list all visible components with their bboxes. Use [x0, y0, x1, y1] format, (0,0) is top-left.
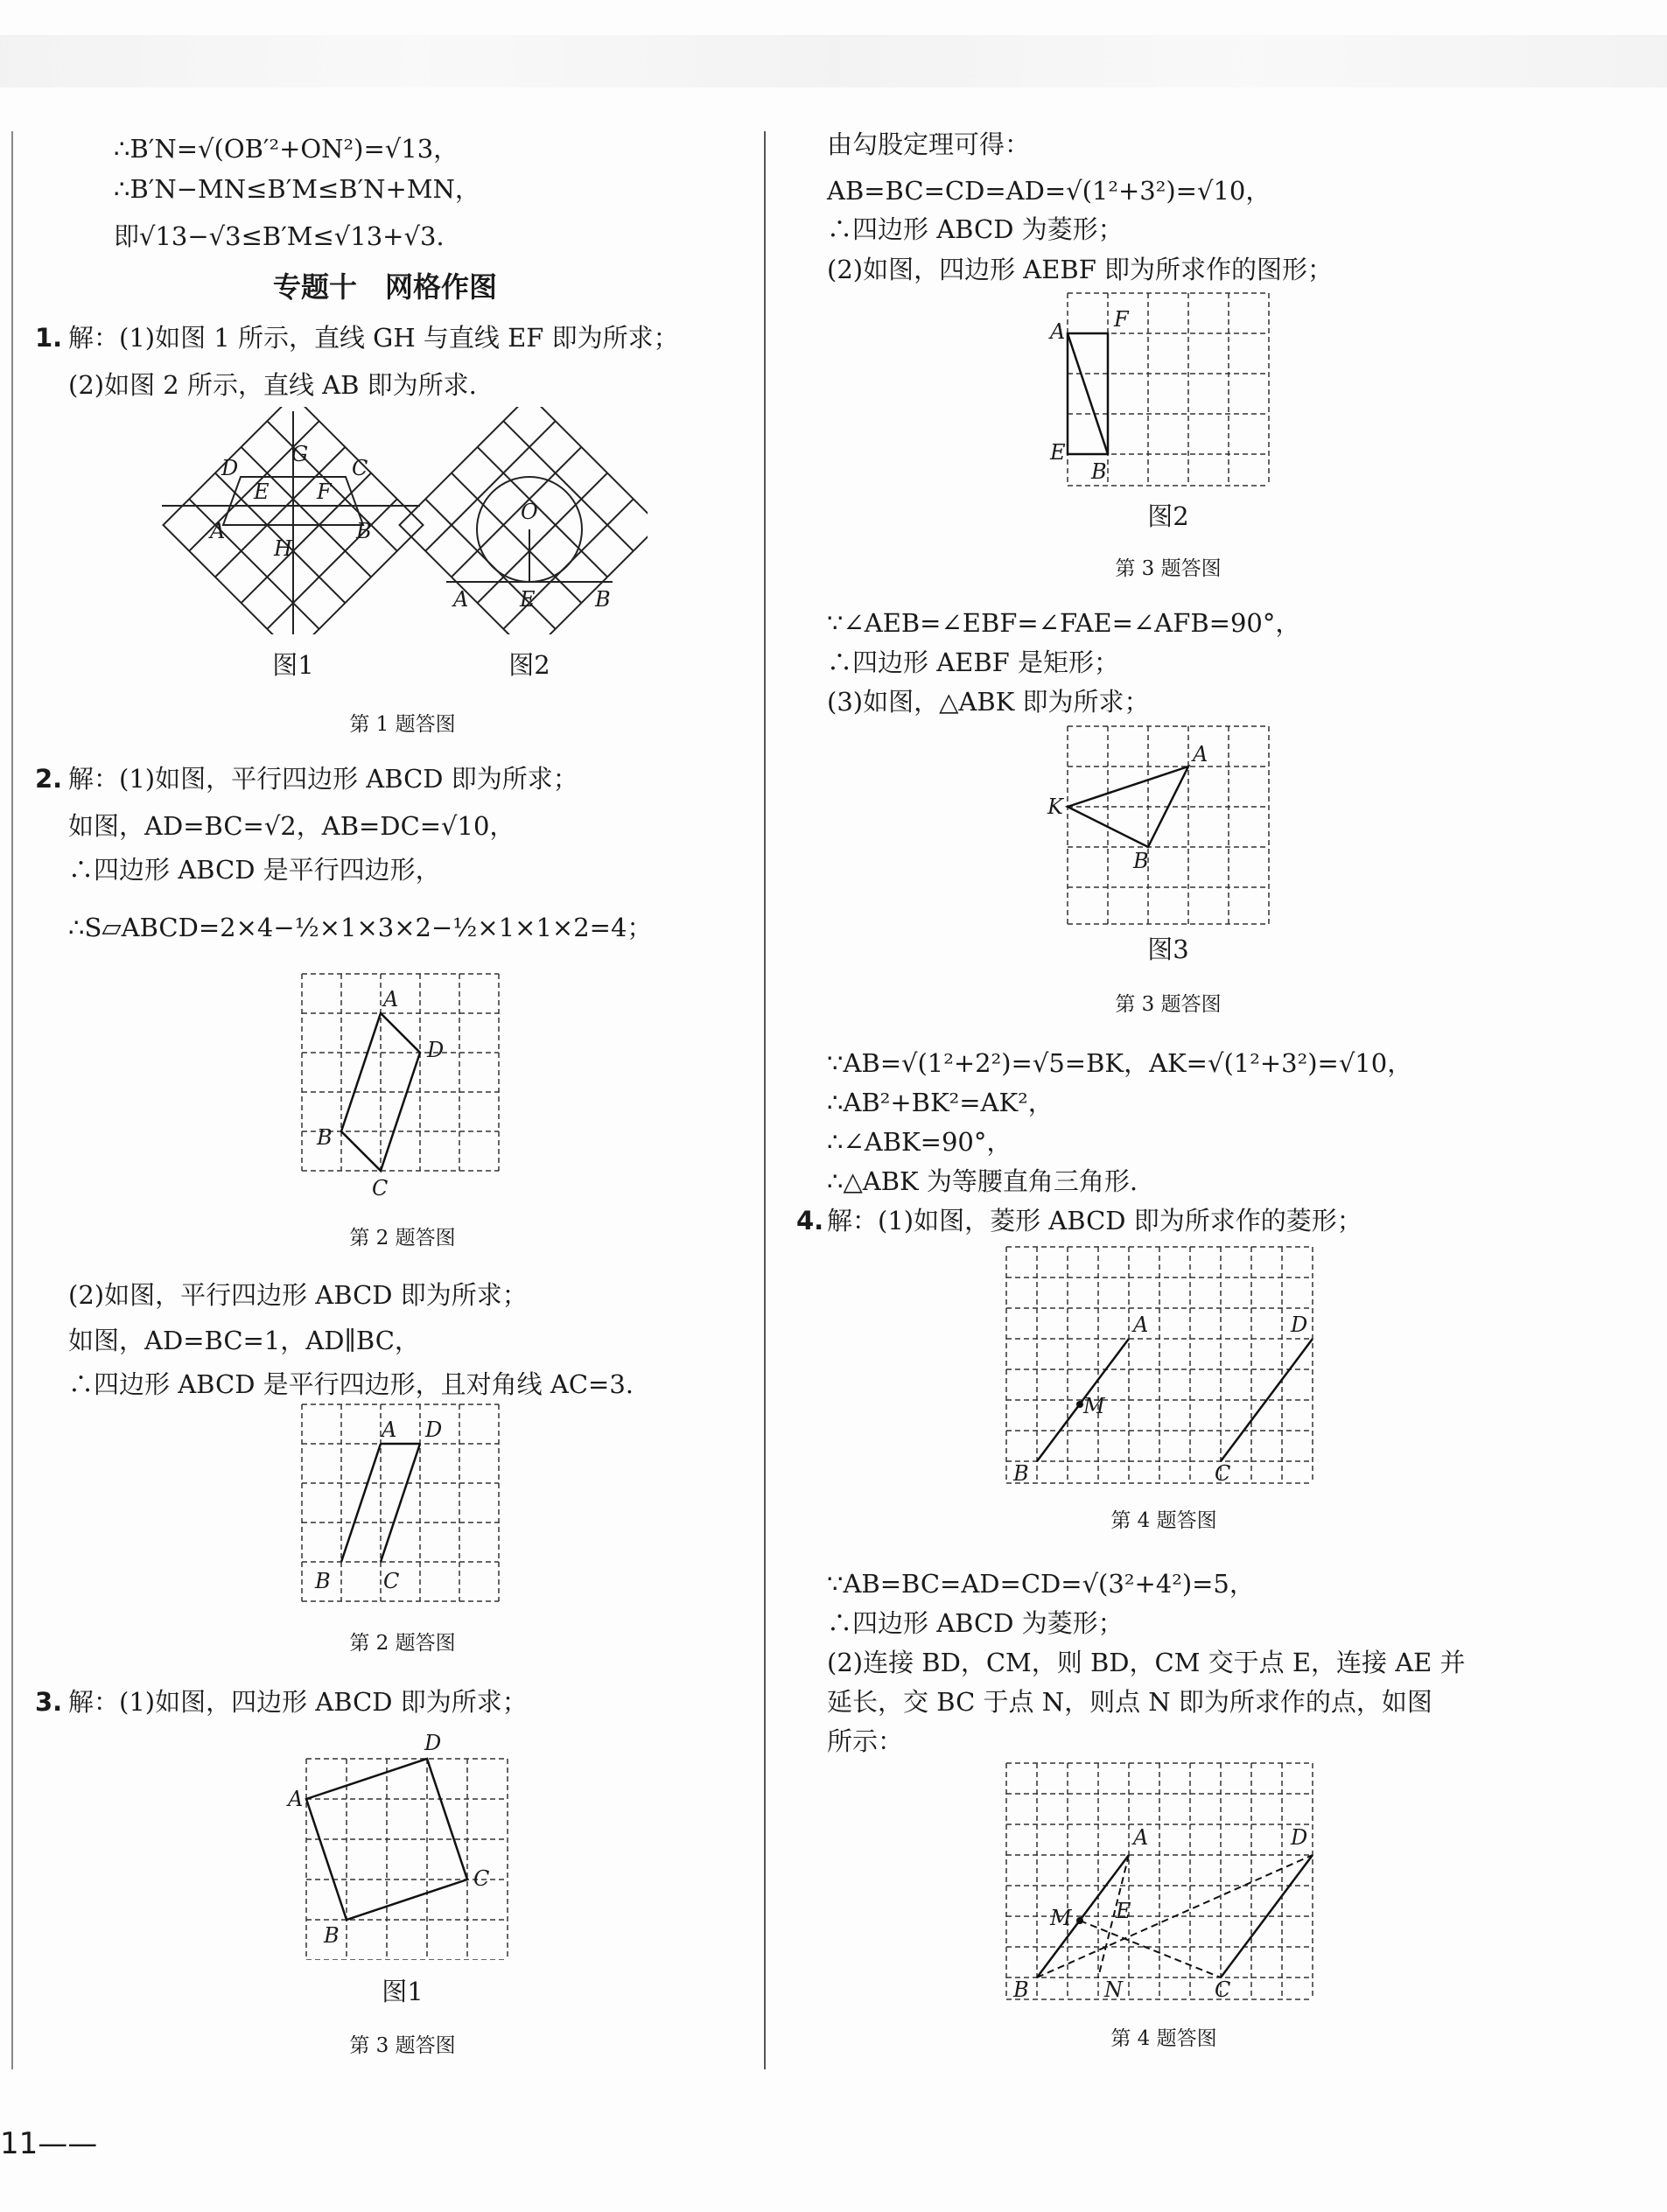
figure-q1-diagrams — [158, 407, 648, 634]
figure-caption: 第 2 题答图 — [349, 1227, 456, 1250]
point-label: C — [1215, 1461, 1231, 1486]
point-label: D — [1291, 1825, 1308, 1850]
point-label: B — [315, 1569, 331, 1593]
figure-q3-grid-1 — [284, 1724, 521, 1960]
text-line: 如图，AD=BC=1，AD∥BC， — [68, 1326, 420, 1355]
figure-caption: 第 4 题答图 — [1110, 2027, 1217, 2050]
text-line: ∴四边形 ABCD 为菱形； — [827, 214, 1124, 244]
point-label: E — [1050, 440, 1066, 465]
figure-subcaption: 图1 — [382, 1977, 424, 2006]
figure-caption: 第 3 题答图 — [349, 2034, 456, 2057]
text-line: ∵∠AEB=∠EBF=∠FAE=∠AFB=90°， — [827, 608, 1301, 638]
text-line: ∴S▱ABCD=2×4−½×1×3×2−½×1×1×2=4； — [68, 913, 653, 942]
top-scan-band — [0, 35, 1667, 88]
point-label: D — [221, 456, 239, 480]
point-label: E — [520, 587, 536, 612]
text-line: ∴AB²+BK²=AK²， — [827, 1088, 1054, 1117]
point-label: B — [1091, 459, 1107, 484]
point-label: C — [352, 456, 368, 480]
text-line: ∴四边形 ABCD 是平行四边形， — [68, 855, 441, 885]
point-label: E — [1116, 1899, 1131, 1923]
point-label: A — [1133, 1825, 1149, 1850]
point-label: B — [324, 1923, 340, 1948]
figure-caption: 第 4 题答图 — [1110, 1509, 1217, 1532]
figure-caption: 第 3 题答图 — [1115, 993, 1222, 1016]
text-line: 解：(1)如图，四边形 ABCD 即为所求； — [68, 1687, 528, 1717]
point-label: C — [372, 1176, 389, 1197]
point-label: F — [317, 480, 332, 504]
question-number: 1. — [35, 323, 63, 353]
figure-subcaption: 图3 — [1147, 934, 1189, 964]
point-label: C — [473, 1866, 490, 1891]
text-line: ∴四边形 AEBF 是矩形； — [827, 648, 1119, 677]
point-label: A — [453, 587, 469, 612]
section-title: 专题十 网格作图 — [272, 270, 498, 304]
point-label: D — [1291, 1312, 1308, 1337]
text-line: (3)如图，△ABK 即为所求； — [827, 687, 1150, 717]
text-line: (2)如图 2 所示，直线 AB 即为所求. — [68, 370, 477, 400]
point-label: C — [1215, 1978, 1231, 2002]
figure-q2-grid-b — [298, 1400, 508, 1610]
point-label: A — [383, 987, 399, 1012]
point-label: C — [383, 1569, 400, 1593]
text-line: AB=BC=CD=AD=√(1²+3²)=√10， — [827, 176, 1271, 206]
text-line: (2)如图，四边形 AEBF 即为所求作的图形； — [827, 255, 1334, 284]
point-label: N — [1104, 1978, 1123, 2002]
text-line: (2)连接 BD，CM，则 BD，CM 交于点 E，连接 AE 并 — [827, 1648, 1466, 1677]
point-label: H — [274, 536, 292, 561]
point-label: G — [291, 442, 309, 466]
point-label: K — [1047, 794, 1063, 819]
text-line: ∴B′N=√(OB′²+ON²)=√13， — [114, 134, 459, 164]
figure-q4-grid-a — [998, 1242, 1321, 1492]
point-label: O — [521, 500, 538, 524]
point-label: A — [210, 519, 226, 543]
column-divider — [764, 131, 766, 2069]
text-line: 由勾股定理可得： — [827, 130, 1031, 159]
page-number: 11—— — [0, 2126, 98, 2161]
point-label: B — [1013, 1461, 1029, 1486]
figure-q4-grid-b — [998, 1759, 1321, 2008]
point-label: F — [1114, 307, 1129, 332]
figure-subcaption: 图1 — [272, 650, 314, 680]
figure-q2-grid-a — [298, 970, 508, 1197]
figure-q3-grid-2 — [1046, 284, 1282, 499]
text-line: ∴∠ABK=90°， — [827, 1127, 1012, 1157]
text-line: ∵AB=√(1²+2²)=√5=BK，AK=√(1²+3²)=√10， — [827, 1048, 1413, 1078]
text-line: 延长，交 BC 于点 N，则点 N 即为所求作的点，如图 — [827, 1687, 1432, 1717]
question-number: 2. — [35, 764, 63, 794]
text-line: ∴四边形 ABCD 为菱形； — [827, 1608, 1124, 1638]
point-label: B — [1013, 1978, 1029, 2002]
text-line: ∴B′N−MN≤B′M≤B′N+MN， — [114, 174, 480, 204]
point-label: A — [382, 1418, 397, 1442]
point-label: A — [288, 1787, 304, 1811]
question-number: 4. — [796, 1206, 824, 1236]
point-label: M — [1050, 1906, 1072, 1930]
figure-caption: 第 3 题答图 — [1115, 557, 1222, 580]
point-label: A — [1193, 742, 1208, 766]
text-line: 解：(1)如图，平行四边形 ABCD 即为所求； — [68, 764, 578, 794]
point-label: B — [595, 587, 611, 612]
left-margin-rule — [11, 131, 13, 2069]
text-line: ∴△ABK 为等腰直角三角形. — [827, 1166, 1138, 1196]
point-label: D — [427, 1038, 445, 1062]
text-line: 如图，AD=BC=√2，AB=DC=√10， — [68, 811, 515, 841]
point-label: B — [317, 1125, 333, 1150]
figure-subcaption: 图2 — [508, 650, 550, 680]
point-label: D — [424, 1731, 442, 1755]
point-label: M — [1083, 1394, 1105, 1418]
text-line: (2)如图，平行四边形 ABCD 即为所求； — [68, 1280, 528, 1310]
text-line: 解：(1)如图 1 所示，直线 GH 与直线 EF 即为所求； — [68, 323, 679, 353]
text-line: 所示： — [827, 1726, 904, 1756]
figure-caption: 第 1 题答图 — [349, 713, 456, 736]
point-label: B — [1133, 849, 1149, 873]
point-label: E — [254, 480, 270, 504]
figure-subcaption: 图2 — [1147, 501, 1189, 531]
point-label: D — [425, 1418, 443, 1442]
figure-q3-grid-3 — [1046, 718, 1282, 928]
point-label: B — [356, 519, 372, 543]
text-line: ∵AB=BC=AD=CD=√(3²+4²)=5， — [827, 1569, 1255, 1599]
point-label: A — [1133, 1312, 1149, 1337]
text-line: 即√13−√3≤B′M≤√13+√3. — [114, 221, 445, 251]
text-line: ∴四边形 ABCD 是平行四边形，且对角线 AC=3. — [68, 1369, 634, 1399]
text-line: 解：(1)如图，菱形 ABCD 即为所求作的菱形； — [827, 1206, 1362, 1236]
figure-caption: 第 2 题答图 — [349, 1632, 456, 1655]
question-number: 3. — [35, 1687, 63, 1717]
point-label: A — [1050, 319, 1066, 344]
